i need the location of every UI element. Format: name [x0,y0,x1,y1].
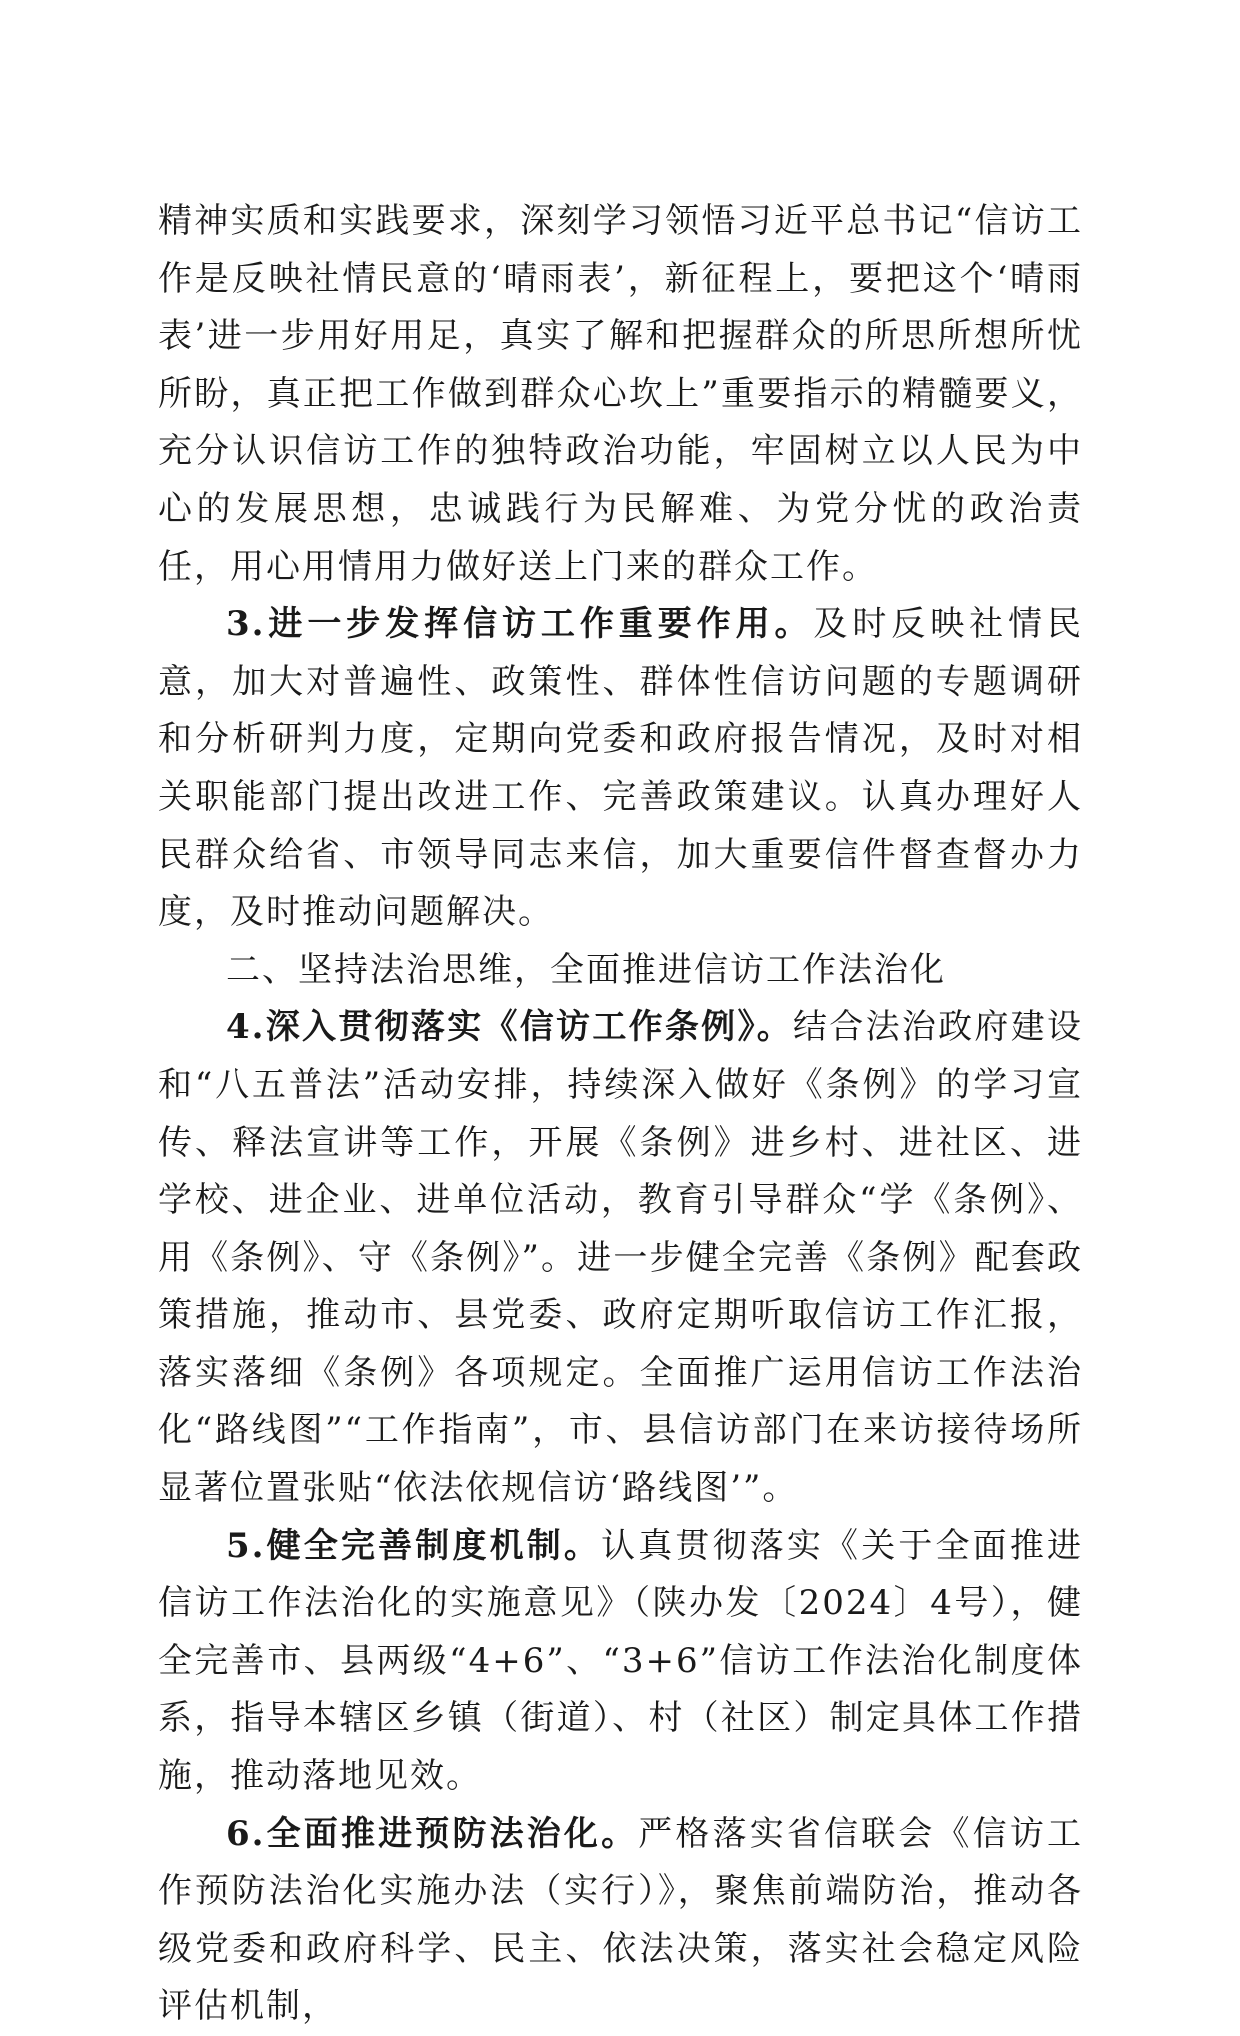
paragraph-text: 结合法治政府建设和“八五普法”活动安排，持续深入做好《条例》的学习宣传、释法宣讲等工作，开展《条例》进乡村、进社区、进学校、进企业、进单位活动，教育引导群众“学《条例》、用《条例》、守《条例》”。进一步健全完善《条例》配套政策措施，推动市、县党委、政府定期听取信访工作汇报，落实落细《条例》各项规定。全面推广运用信访工作法治化“路线图”“工作指南”，市、县信访部门在来访接待场所显著位置张贴“依法依规信访‘路线图’”。 [158,1007,1083,1509]
paragraph-text: 及时反映社情民意，加大对普遍性、政策性、群体性信访问题的专题调研和分析研判力度，定期向党委和政府报告情况，及时对相关职能部门提出改进工作、完善政策建议。认真办理好人民群众给省、市领导同志来信，加大重要信件督查督办力度，及时推动问题解决。 [158,604,1083,933]
paragraph-item-5 [158,1518,1083,1806]
paragraph-lead: 6.全面推进预防法治化。 [226,1813,639,1854]
paragraph-item-3 [158,596,1083,942]
section-heading-text: 二、坚持法治思维，全面推进信访工作法治化 [226,949,946,990]
paragraph-intro-continued [158,193,1083,596]
paragraph-item-4 [158,999,1083,1517]
paragraph-text: 严格落实省信联会《信访工作预防法治化实施办法（实行）》，聚焦前端防治，推动各级党委和政府科学、民主、依法决策，落实社会稳定风险评估机制， [158,1813,1083,2027]
paragraph-text: 精神实质和实践要求，深刻学习领悟习近平总书记“信访工作是反映社情民意的‘晴雨表’，新征程上，要把这个‘晴雨表’进一步用好用足，真实了解和把握群众的所思所想所忧所盼，真正把工作做到群众心坎上”重要指示的精髓要义，充分认识信访工作的独特政治功能，牢固树立以人民为中心的发展思想，忠诚践行为民解难、为党分忧的政治责任，用心用情用力做好送上门来的群众工作。 [158,201,1083,587]
paragraph-lead: 4.深入贯彻落实《信访工作条例》。 [226,1007,794,1048]
paragraph-lead: 5.健全完善制度机制。 [226,1525,602,1566]
section-heading-2 [158,942,1083,1000]
paragraph-lead: 3.进一步发挥信访工作重要作用。 [226,604,814,645]
document-body [158,193,1083,2036]
paragraph-item-6 [158,1806,1083,2036]
paragraph-text: 认真贯彻落实《关于全面推进信访工作法治化的实施意见》（陕办发〔2024〕4号），健全完善市、县两级“4+6”、“3+6”信访工作法治化制度体系，指导本辖区乡镇（街道）、村（社区）制定具体工作措施，推动落地见效。 [158,1525,1084,1797]
